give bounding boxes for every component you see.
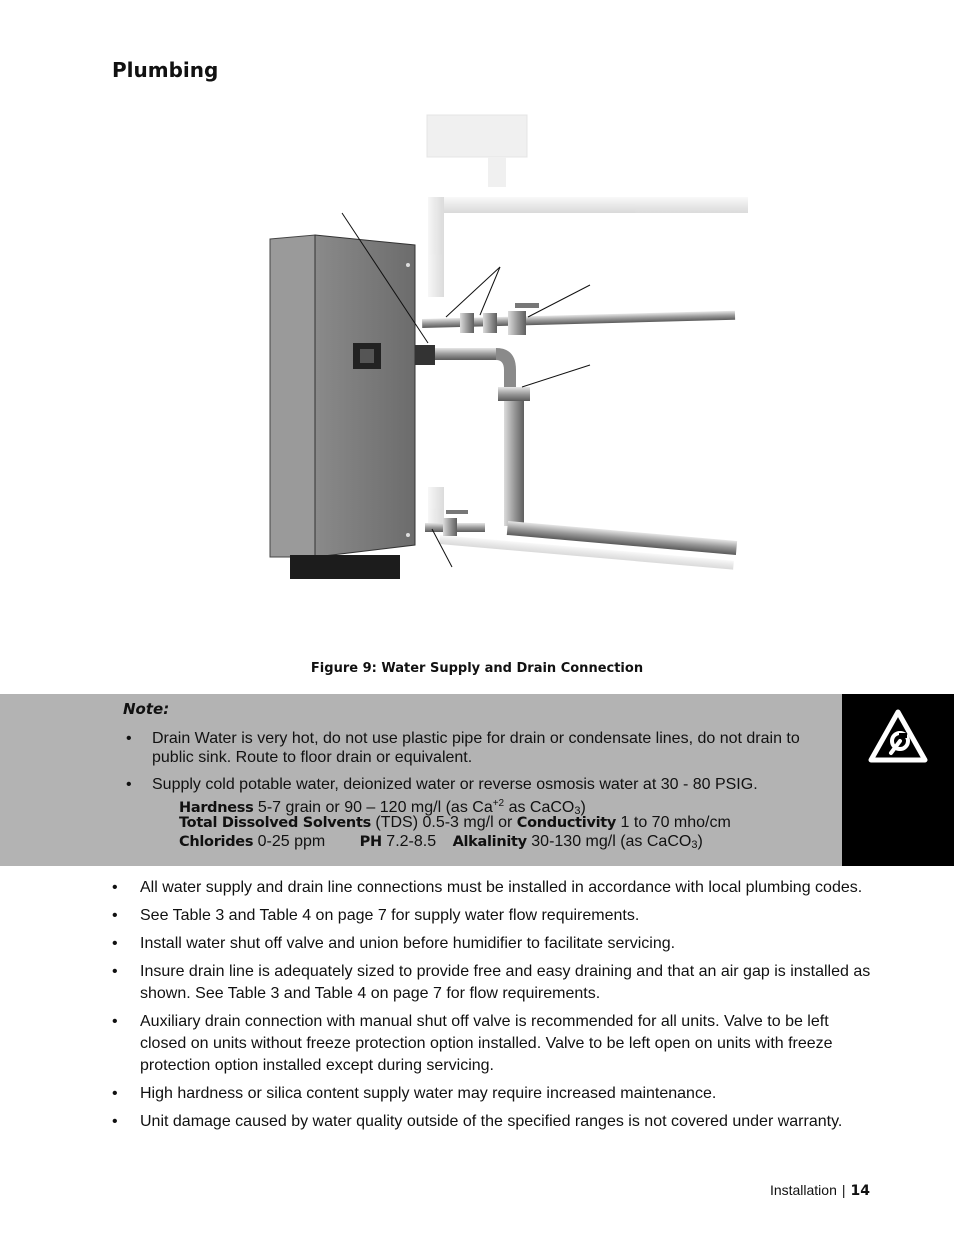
spec-value: as CaCO bbox=[504, 799, 575, 816]
humidifier-cabinet bbox=[270, 235, 415, 579]
spec-label: Total Dissolved Solvents bbox=[179, 815, 371, 831]
note-heading: Note: bbox=[123, 700, 170, 718]
spec-tds bbox=[179, 813, 731, 833]
list-item bbox=[112, 961, 872, 1005]
list-item-text: Auxiliary drain connection with manual shut off valve is recommended for all units. Valve to be left closed on units without freeze protection option installed. Valve to be left open on units with freeze protection option installed except during servicing. bbox=[140, 1013, 833, 1074]
list-item-text: Unit damage caused by water quality outside of the specified ranges is not covered under warranty. bbox=[140, 1113, 843, 1130]
bullet-dot: • bbox=[112, 1085, 118, 1102]
note-icon-panel bbox=[842, 694, 954, 866]
footer-section: Installation bbox=[769, 1182, 837, 1198]
list-item-text: See Table 3 and Table 4 on page 7 for supply water flow requirements. bbox=[140, 907, 640, 924]
page-number: 14 bbox=[850, 1183, 870, 1199]
spec-value: 1 to 70 mho/cm bbox=[620, 814, 731, 831]
spec-value: 7.2-8.5 bbox=[386, 833, 437, 850]
list-item-text: Install water shut off valve and union before humidifier to facilitate servicing. bbox=[140, 935, 676, 952]
bullet-dot: • bbox=[126, 730, 132, 747]
bullet-dot: • bbox=[112, 907, 118, 924]
subscript: 3 bbox=[691, 839, 698, 851]
footer-separator: | bbox=[841, 1182, 846, 1198]
warning-wrench-icon bbox=[867, 708, 929, 764]
bullet-dot: • bbox=[112, 1113, 118, 1130]
spec-label: Conductivity bbox=[516, 815, 617, 831]
subscript: 3 bbox=[574, 805, 581, 817]
note-bullet-text: Drain Water is very hot, do not use plastic pipe for drain or condensate lines, do not drain to public sink. Route to floor drain or equivalent. bbox=[152, 730, 800, 766]
note-bullet bbox=[126, 729, 832, 767]
spec-value: 5-7 grain or 90 – 120 mg/l (as Ca bbox=[257, 799, 493, 816]
list-item bbox=[112, 877, 872, 899]
spec-value: ) bbox=[697, 833, 703, 850]
page-title: Plumbing bbox=[112, 58, 219, 82]
spec-label: PH bbox=[359, 834, 382, 850]
spec-chlorides-ph bbox=[179, 832, 703, 855]
list-item-text: High hardness or silica content supply water may require increased maintenance. bbox=[140, 1085, 717, 1102]
figure-caption: Figure 9: Water Supply and Drain Connection bbox=[310, 661, 644, 676]
spec-value: ) bbox=[580, 799, 586, 816]
spec-value: 0-25 ppm bbox=[257, 833, 326, 850]
list-item bbox=[112, 905, 872, 927]
superscript: +2 bbox=[492, 798, 505, 809]
list-item-text: All water supply and drain line connections must be installed in accordance with local plumbing codes. bbox=[140, 879, 863, 896]
list-item-text: Insure drain line is adequately sized to provide free and easy draining and that an air gap is installed as shown. See Table 3 and Table 4 on page 7 for flow requirements. bbox=[140, 963, 871, 1002]
list-item bbox=[112, 933, 872, 955]
list-item bbox=[112, 1111, 872, 1133]
bullet-dot: • bbox=[112, 879, 118, 896]
instructions-list bbox=[112, 877, 872, 1139]
plumbing-diagram bbox=[260, 105, 760, 625]
page-footer bbox=[770, 1182, 870, 1199]
spec-label: Alkalinity bbox=[452, 834, 527, 850]
bullet-dot: • bbox=[112, 935, 118, 952]
bullet-dot: • bbox=[126, 776, 132, 793]
note-bullet-text: Supply cold potable water, deionized water or reverse osmosis water at 30 - 80 PSIG. bbox=[152, 776, 758, 793]
note-bullet bbox=[126, 775, 842, 794]
spec-label: Chlorides bbox=[179, 834, 254, 850]
bullet-dot: • bbox=[112, 1013, 118, 1030]
spec-label: Hardness bbox=[179, 800, 254, 816]
spec-value: 30-130 mg/l (as CaCO bbox=[531, 833, 692, 850]
bullet-dot: • bbox=[112, 963, 118, 980]
faded-background-pipes bbox=[427, 115, 748, 570]
list-item bbox=[112, 1083, 872, 1105]
list-item bbox=[112, 1011, 872, 1077]
spec-value: (TDS) 0.5-3 mg/l or bbox=[375, 814, 513, 831]
